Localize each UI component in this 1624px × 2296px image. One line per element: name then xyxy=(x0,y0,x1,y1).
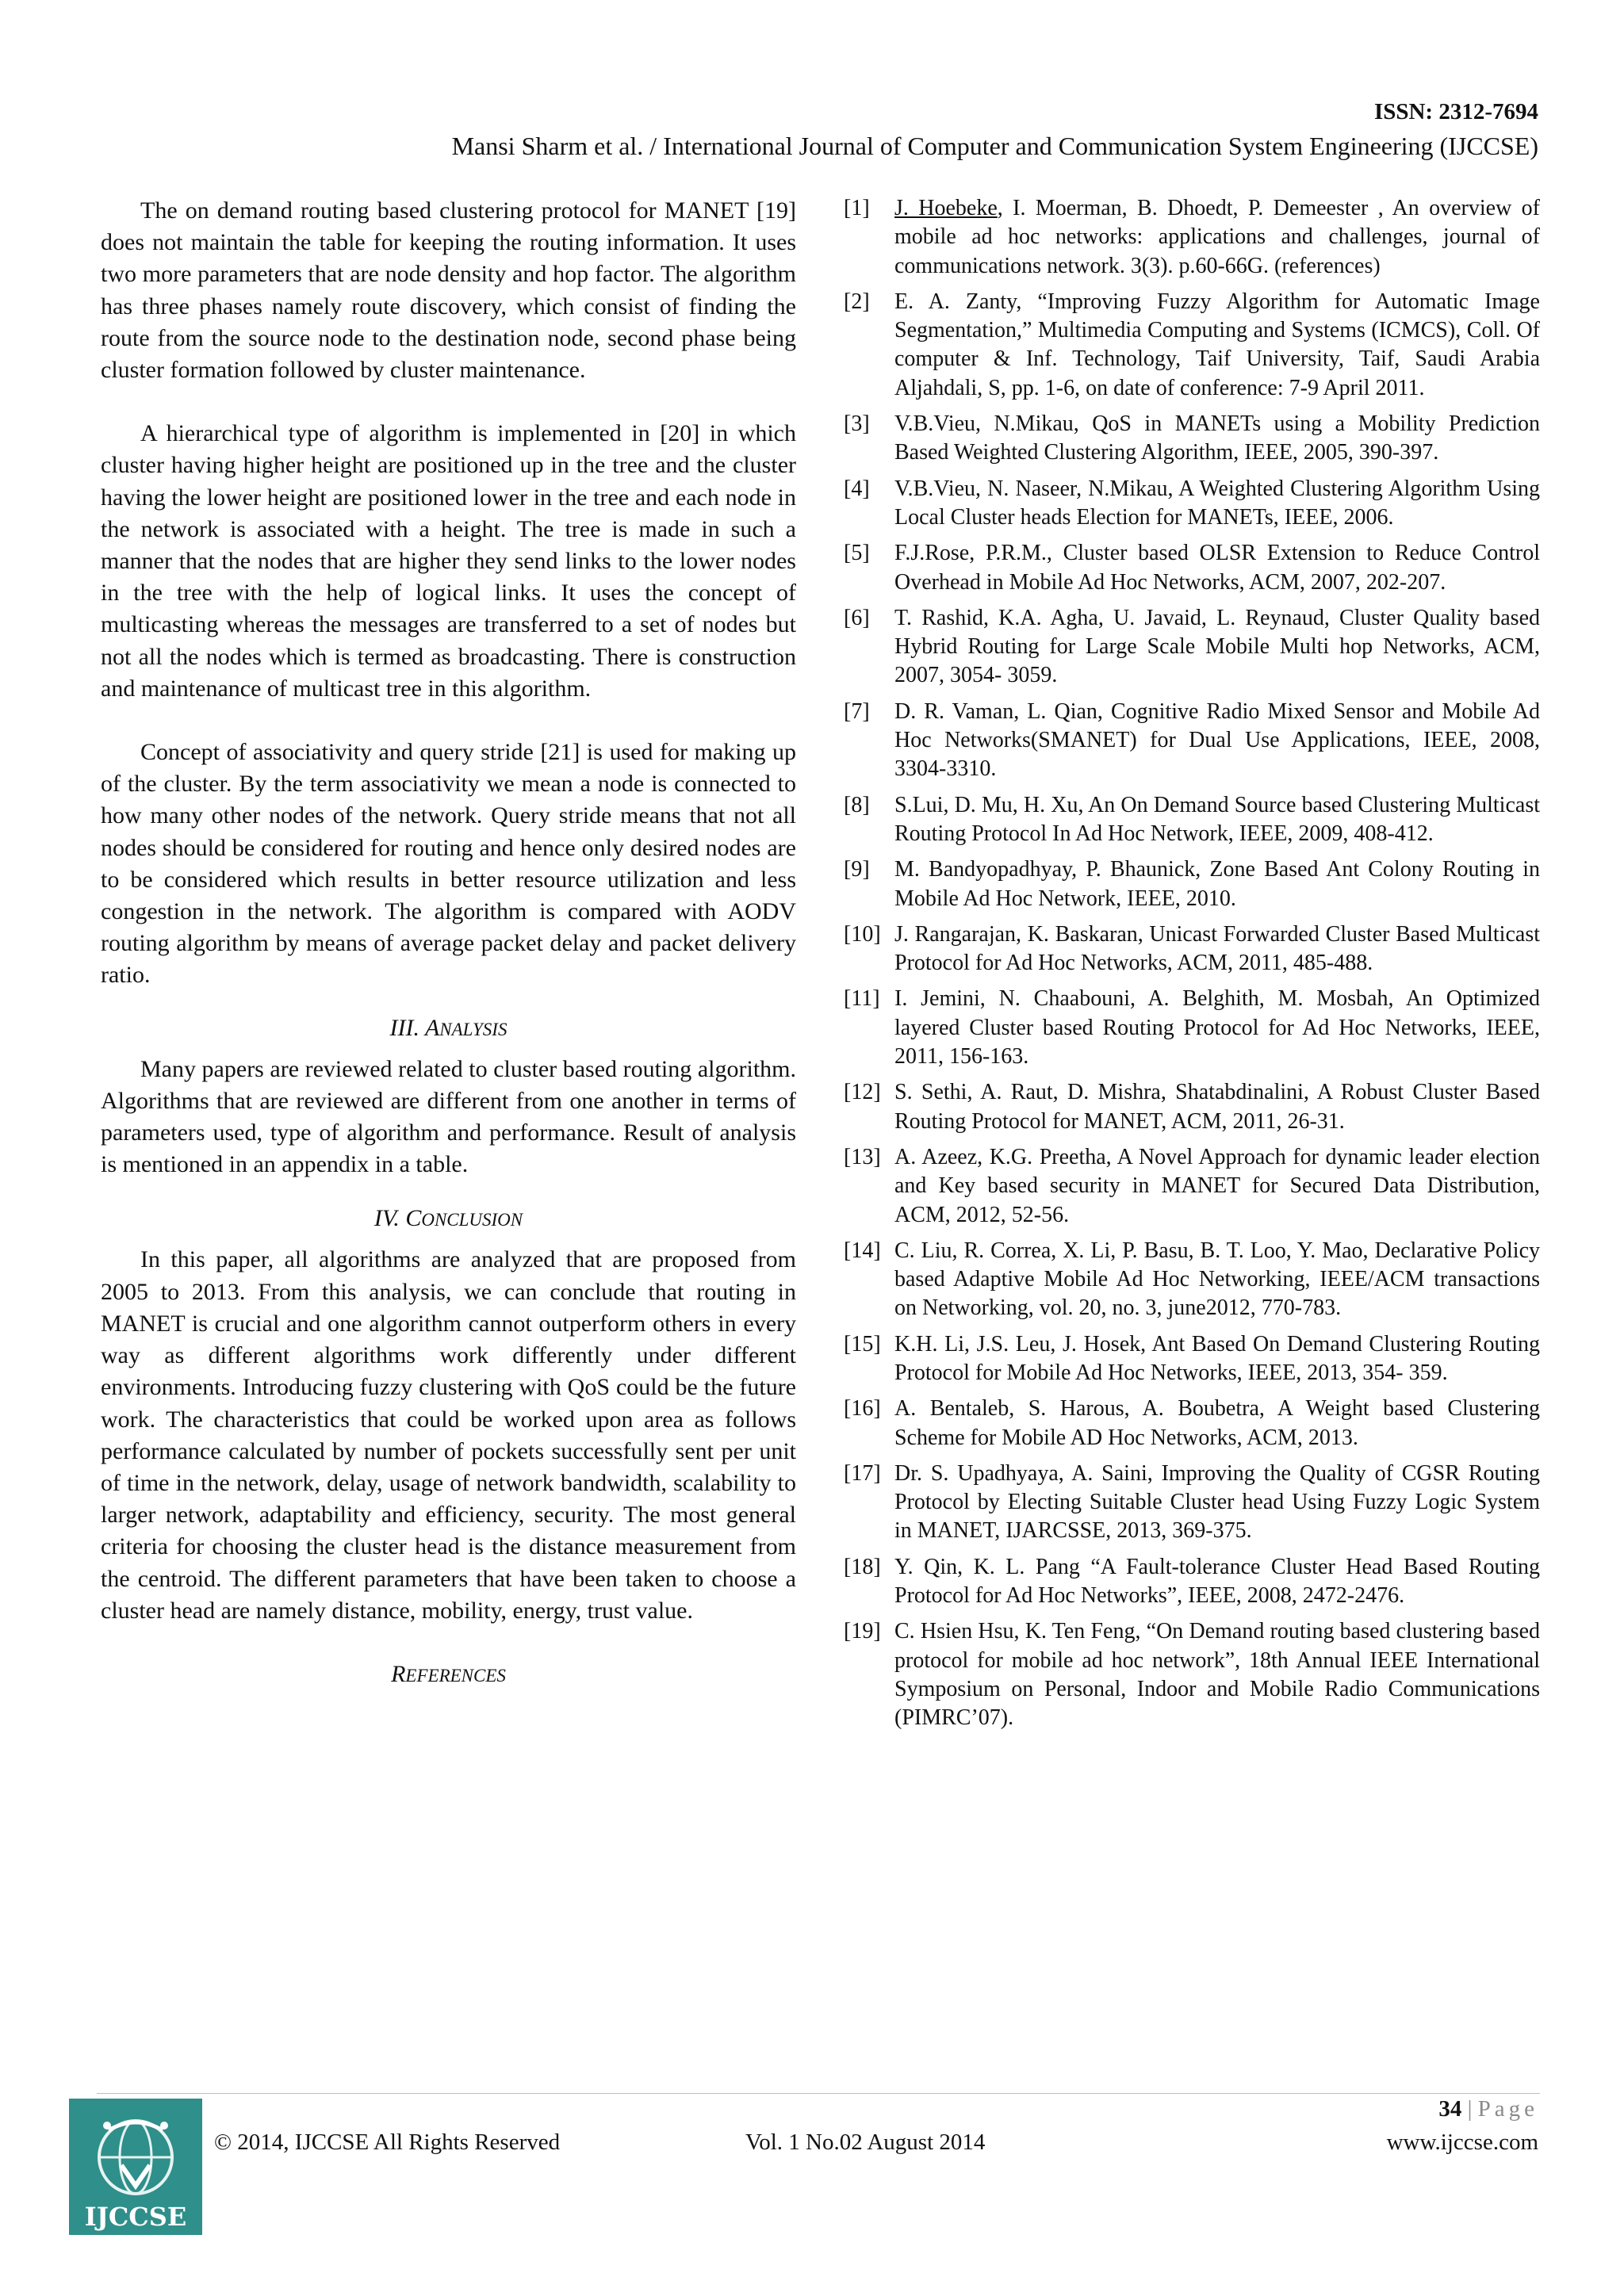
reference-number: [17] xyxy=(844,1460,881,1486)
ijccse-logo xyxy=(69,2099,202,2235)
reference-item: [3] V.B.Vieu, N.Mikau, QoS in MANETs using a Mobility Prediction Based Weighted Clustering Algorithm, IEEE, 2005, 390-397. xyxy=(844,410,1540,468)
reference-number: [14] xyxy=(844,1238,881,1263)
reference-item: [1] J. Hoebeke, I. Moerman, B. Dhoedt, P. Demeester , An overview of mobile ad hoc networks: applications and challenges, journal of communications network. 3(3). p.60-66G. (references) xyxy=(844,194,1540,281)
reference-item: [7] D. R. Vaman, L. Qian, Cognitive Radio Mixed Sensor and Mobile Ad Hoc Networks(SMANET) for Dual Use Applications, IEEE, 2008, 3304-3310. xyxy=(844,698,1540,784)
logo-text: IJCCSE xyxy=(84,2202,187,2232)
references-heading: REFERENCES xyxy=(391,1660,506,1687)
reference-number: [5] xyxy=(844,541,870,566)
journal-url[interactable]: www.ijccse.com xyxy=(1386,2130,1538,2155)
footer-divider xyxy=(97,2093,1540,2094)
paragraph-3: Concept of associativity and query stride [21] is used for making up of the cluster. By the term associativity we mean a node is connected to how many other nodes of the network. Query stride means that not all nodes should be considered for routing and hence only desired nodes are to be considered which results in better resource utilization and less congestion in the network. The algorithm is compared with AODV routing algorithm by means of average packet delay and packet delivery ratio. xyxy=(101,739,796,989)
reference-number: [8] xyxy=(844,792,870,817)
reference-item: [14] C. Liu, R. Correa, X. Li, P. Basu, B. T. Loo, Y. Mao, Declarative Policy based Adaptive Mobile Ad Hoc Networking, IEEE/ACM transactions on Networking, vol. 20, no. 3, june2012, 770-783. xyxy=(844,1237,1540,1323)
page-number: 34 | Page xyxy=(1438,2096,1538,2122)
reference-item: [15] K.H. Li, J.S. Leu, J. Hosek, Ant Based On Demand Clustering Routing Protocol for Mobile Ad Hoc Networks, IEEE, 2013, 354- 359. xyxy=(844,1330,1540,1388)
conclusion-text: In this paper, all algorithms are analyzed that are proposed from 2005 to 2013. From this analysis, we can conclude that routing in MANET is crucial and one algorithm cannot outperform others in every way as different algorithms work differently under different environments. Introducing fuzzy clustering with QoS could be the future work. The characteristics that could be worked upon area as follows performance calculated by number of pockets successfully sent per unit of time in the network, delay, usage of network bandwidth, scalability to larger network, adaptability and efficiency, security. The most general criteria for choosing the cluster head is the distance measurement from the centroid. The different parameters that have been taken to choose a cluster head are namely distance, mobility, energy, trust value. xyxy=(101,1246,796,1624)
reference-number: [6] xyxy=(844,605,870,630)
reference-item: [16] A. Bentaleb, S. Harous, A. Boubetra, A Weight based Clustering Scheme for Mobile AD Hoc Networks, ACM, 2013. xyxy=(844,1395,1540,1452)
analysis-heading: III. ANALYSIS xyxy=(389,1014,508,1041)
paragraph-1: The on demand routing based clustering protocol for MANET [19] does not maintain the table for keeping the routing information. It uses two more parameters that are node density and hop factor. The algorithm has three phases namely route discovery, which consist of finding the route from the source node to the destination node, second phase being cluster formation followed by cluster maintenance. xyxy=(101,197,796,384)
reference-number: [16] xyxy=(844,1396,881,1422)
paragraph-2: A hierarchical type of algorithm is implemented in [20] in which cluster having higher height are positioned up in the tree and the cluster having the lower height are positioned lower in the tree and each node in the network is associated with a height. The tree is made in such a manner that the nodes that are higher they send links to the lower nodes in the tree with the help of logical links. It uses the concept of multicasting whereas the messages are transferred to a set of nodes but not all the nodes which is termed as broadcasting. There is construction and maintenance of multicast tree in this algorithm. xyxy=(101,420,796,702)
reference-number: [4] xyxy=(844,476,870,501)
reference-number: [7] xyxy=(844,698,870,724)
copyright: © 2014, IJCCSE All Rights Reserved xyxy=(214,2130,561,2155)
reference-number: [10] xyxy=(844,921,881,947)
conclusion-heading: IV. CONCLUSION xyxy=(373,1205,523,1232)
reference-number: [13] xyxy=(844,1144,881,1169)
reference-number: [11] xyxy=(844,986,880,1012)
reference-item: [10] J. Rangarajan, K. Baskaran, Unicast Forwarded Cluster Based Multicast Protocol for Ad Hoc Networks, ACM, 2011, 485-488. xyxy=(844,920,1540,978)
reference-item: [19] C. Hsien Hsu, K. Ten Feng, “On Demand routing based clustering based protocol for mobile ad hoc network”, 18th Annual IEEE International Symposium on Personal, Indoor and Mobile Radio Communications (PIMRC’07). xyxy=(844,1617,1540,1732)
reference-item: [11] I. Jemini, N. Chaabouni, A. Belghith, M. Mosbah, An Optimized layered Cluster based Routing Protocol for Ad Hoc Networks, IEEE, 2011, 156-163. xyxy=(844,985,1540,1071)
reference-number: [19] xyxy=(844,1619,881,1644)
references-list xyxy=(844,194,1540,1740)
reference-number: [1] xyxy=(844,196,870,220)
reference-item: [2] E. A. Zanty, “Improving Fuzzy Algorithm for Automatic Image Segmentation,” Multimedia Computing and Systems (ICMCS), Coll. Of computer & Inf. Technology, Taif University, Taif, Saudi Arabia Aljahdali, S, pp. 1-6, on date of conference: 7-9 April 2011. xyxy=(844,288,1540,403)
reference-item: [18] Y. Qin, K. L. Pang “A Fault-tolerance Cluster Head Based Routing Protocol for Ad Hoc Networks”, IEEE, 2008, 2472-2476. xyxy=(844,1553,1540,1611)
reference-item: [12] S. Sethi, A. Raut, D. Mishra, Shatabdinalini, A Robust Cluster Based Routing Protocol for MANET, ACM, 2011, 26-31. xyxy=(844,1078,1540,1136)
reference-number: [2] xyxy=(844,289,870,314)
reference-item: [9] M. Bandyopadhyay, P. Bhaunick, Zone Based Ant Colony Routing in Mobile Ad Hoc Network, IEEE, 2010. xyxy=(844,855,1540,913)
journal-running-header: Mansi Sharm et al. / International Journal of Computer and Communication System Engineering (IJCCSE) xyxy=(451,132,1538,160)
reference-item: [5] F.J.Rose, P.R.M., Cluster based OLSR Extension to Reduce Control Overhead in Mobile Ad Hoc Networks, ACM, 2007, 202-207. xyxy=(844,539,1540,597)
reference-number: [9] xyxy=(844,857,870,882)
left-column xyxy=(101,195,796,1700)
reference-number: [15] xyxy=(844,1331,881,1357)
reference-item: [4] V.B.Vieu, N. Naseer, N.Mikau, A Weighted Clustering Algorithm Using Local Cluster heads Election for MANETs, IEEE, 2006. xyxy=(844,475,1540,533)
reference-number: [18] xyxy=(844,1554,881,1579)
analysis-text: Many papers are reviewed related to cluster based routing algorithm. Algorithms that are reviewed are different from one another in terms of parameters used, type of algorithm and performance. Result of analysis is mentioned in an appendix in a table. xyxy=(101,1055,796,1178)
reference-item: [17] Dr. S. Upadhyaya, A. Saini, Improving the Quality of CGSR Routing Protocol by Electing Suitable Cluster head Using Fuzzy Logic System in MANET, IJARCSSE, 2013, 369-375. xyxy=(844,1460,1540,1546)
volume-info: Vol. 1 No.02 August 2014 xyxy=(745,2130,986,2155)
reference-item: [6] T. Rashid, K.A. Agha, U. Javaid, L. Reynaud, Cluster Quality based Hybrid Routing for Large Scale Mobile Multi hop Networks, ACM, 2007, 3054- 3059. xyxy=(844,604,1540,691)
issn: ISSN: 2312-7694 xyxy=(1373,99,1538,124)
reference-item: [8] S.Lui, D. Mu, H. Xu, An On Demand Source based Clustering Multicast Routing Protocol In Ad Hoc Network, IEEE, 2009, 408-412. xyxy=(844,791,1540,849)
reference-number: [3] xyxy=(844,411,870,437)
reference-number: [12] xyxy=(844,1080,881,1105)
reference-item: [13] A. Azeez, K.G. Preetha, A Novel Approach for dynamic leader election and Key based security in MANET for Secured Data Distribution, ACM, 2012, 52-56. xyxy=(844,1143,1540,1230)
reference-author-link[interactable]: J. Hoebeke xyxy=(894,196,998,220)
